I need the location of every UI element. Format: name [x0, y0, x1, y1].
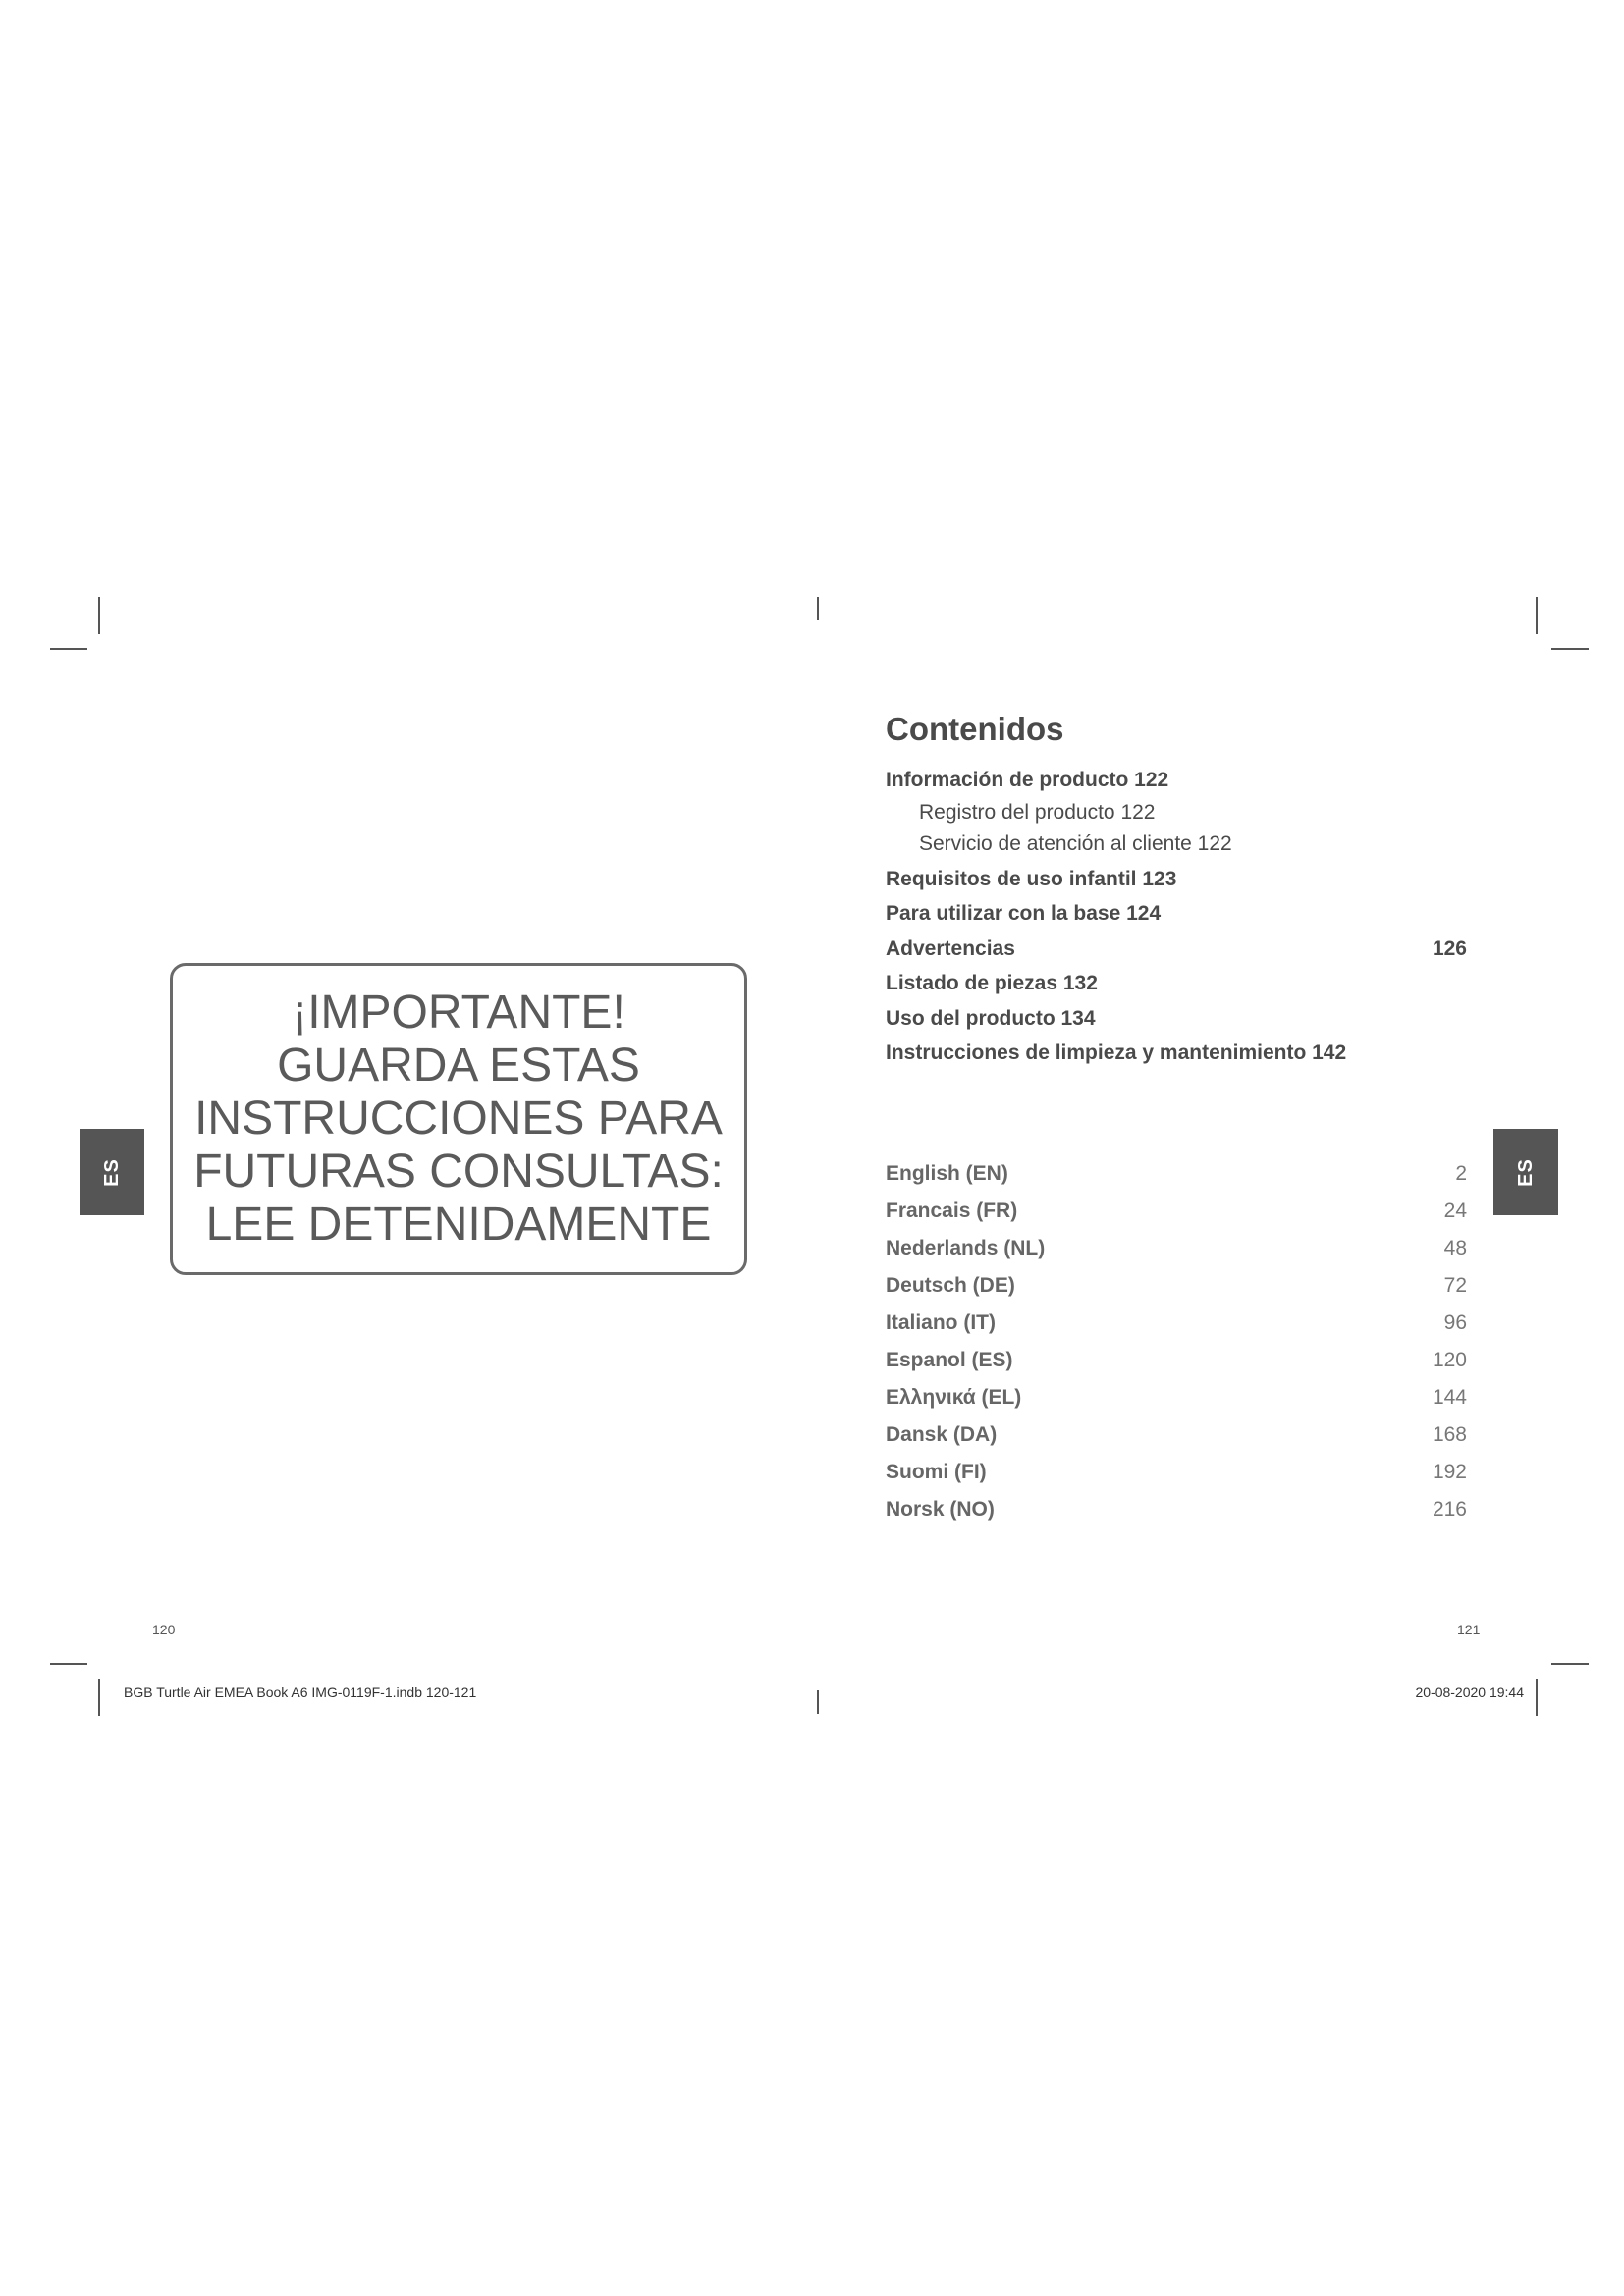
- language-page: 2: [1455, 1162, 1467, 1185]
- crop-mark: [50, 1663, 87, 1665]
- language-row: [886, 1162, 1467, 1192]
- language-name: Deutsch (DE): [886, 1274, 1015, 1297]
- toc-item: Instrucciones de limpieza y mantenimiento 142: [886, 1041, 1347, 1064]
- page-number-right: 121: [1457, 1622, 1481, 1637]
- language-row: [886, 1349, 1467, 1378]
- language-page: 192: [1432, 1461, 1467, 1483]
- toc-item: Requisitos de uso infantil 123: [886, 868, 1177, 890]
- language-name: Italiano (IT): [886, 1311, 996, 1334]
- contents-title: Contenidos: [886, 711, 1064, 747]
- toc-item: Uso del producto 134: [886, 1007, 1096, 1030]
- important-notice-box: [170, 963, 747, 1275]
- page-number-left: 120: [152, 1622, 176, 1637]
- toc-subitem: Servicio de atención al cliente 122: [919, 832, 1232, 855]
- language-name: Ελληνικά (EL): [886, 1386, 1022, 1409]
- important-notice-line: ¡IMPORTANTE!: [292, 987, 625, 1039]
- language-name: English (EN): [886, 1162, 1008, 1185]
- language-page: 72: [1443, 1274, 1467, 1297]
- crop-mark: [50, 648, 87, 650]
- language-tab-label: ES: [100, 1157, 123, 1187]
- language-page: 48: [1443, 1237, 1467, 1259]
- toc-item: Advertencias: [886, 937, 1015, 960]
- print-slug-file: BGB Turtle Air EMEA Book A6 IMG-0119F-1.indb 120-121: [124, 1684, 477, 1700]
- language-row: [886, 1274, 1467, 1304]
- language-tab-left: [80, 1129, 144, 1215]
- toc-item: Listado de piezas 132: [886, 972, 1098, 994]
- language-row: [886, 1461, 1467, 1490]
- language-row: [886, 1423, 1467, 1453]
- language-page: 168: [1432, 1423, 1467, 1446]
- language-name: Francais (FR): [886, 1200, 1018, 1222]
- important-notice-line: LEE DETENIDAMENTE: [205, 1199, 712, 1251]
- crop-mark: [817, 597, 819, 620]
- language-row: [886, 1311, 1467, 1341]
- language-row: [886, 1386, 1467, 1415]
- language-page: 120: [1432, 1349, 1467, 1371]
- crop-mark: [98, 597, 100, 634]
- language-row: [886, 1498, 1467, 1527]
- language-name: Nederlands (NL): [886, 1237, 1046, 1259]
- language-page: 216: [1432, 1498, 1467, 1521]
- crop-mark: [1536, 597, 1538, 634]
- language-page: 144: [1432, 1386, 1467, 1409]
- toc-page-number: 126: [1432, 937, 1467, 960]
- language-row: [886, 1237, 1467, 1266]
- language-name: Dansk (DA): [886, 1423, 998, 1446]
- language-tab-label: ES: [1514, 1157, 1537, 1187]
- print-slug-datetime: 20-08-2020 19:44: [1415, 1684, 1524, 1700]
- crop-mark: [1551, 648, 1589, 650]
- language-page: 24: [1443, 1200, 1467, 1222]
- toc-subitem: Registro del producto 122: [919, 801, 1156, 824]
- crop-mark: [1536, 1679, 1538, 1716]
- language-tab-right: [1493, 1129, 1558, 1215]
- important-notice-line: INSTRUCCIONES PARA: [194, 1093, 723, 1145]
- important-notice-line: FUTURAS CONSULTAS:: [193, 1146, 724, 1198]
- language-row: [886, 1200, 1467, 1229]
- toc-item: Información de producto 122: [886, 769, 1169, 791]
- crop-mark: [1551, 1663, 1589, 1665]
- crop-mark: [817, 1690, 819, 1714]
- crop-mark: [98, 1679, 100, 1716]
- language-name: Norsk (NO): [886, 1498, 995, 1521]
- toc-item: Para utilizar con la base 124: [886, 902, 1162, 925]
- language-name: Suomi (FI): [886, 1461, 987, 1483]
- important-notice-line: GUARDA ESTAS: [277, 1040, 640, 1092]
- language-name: Espanol (ES): [886, 1349, 1013, 1371]
- language-page: 96: [1443, 1311, 1467, 1334]
